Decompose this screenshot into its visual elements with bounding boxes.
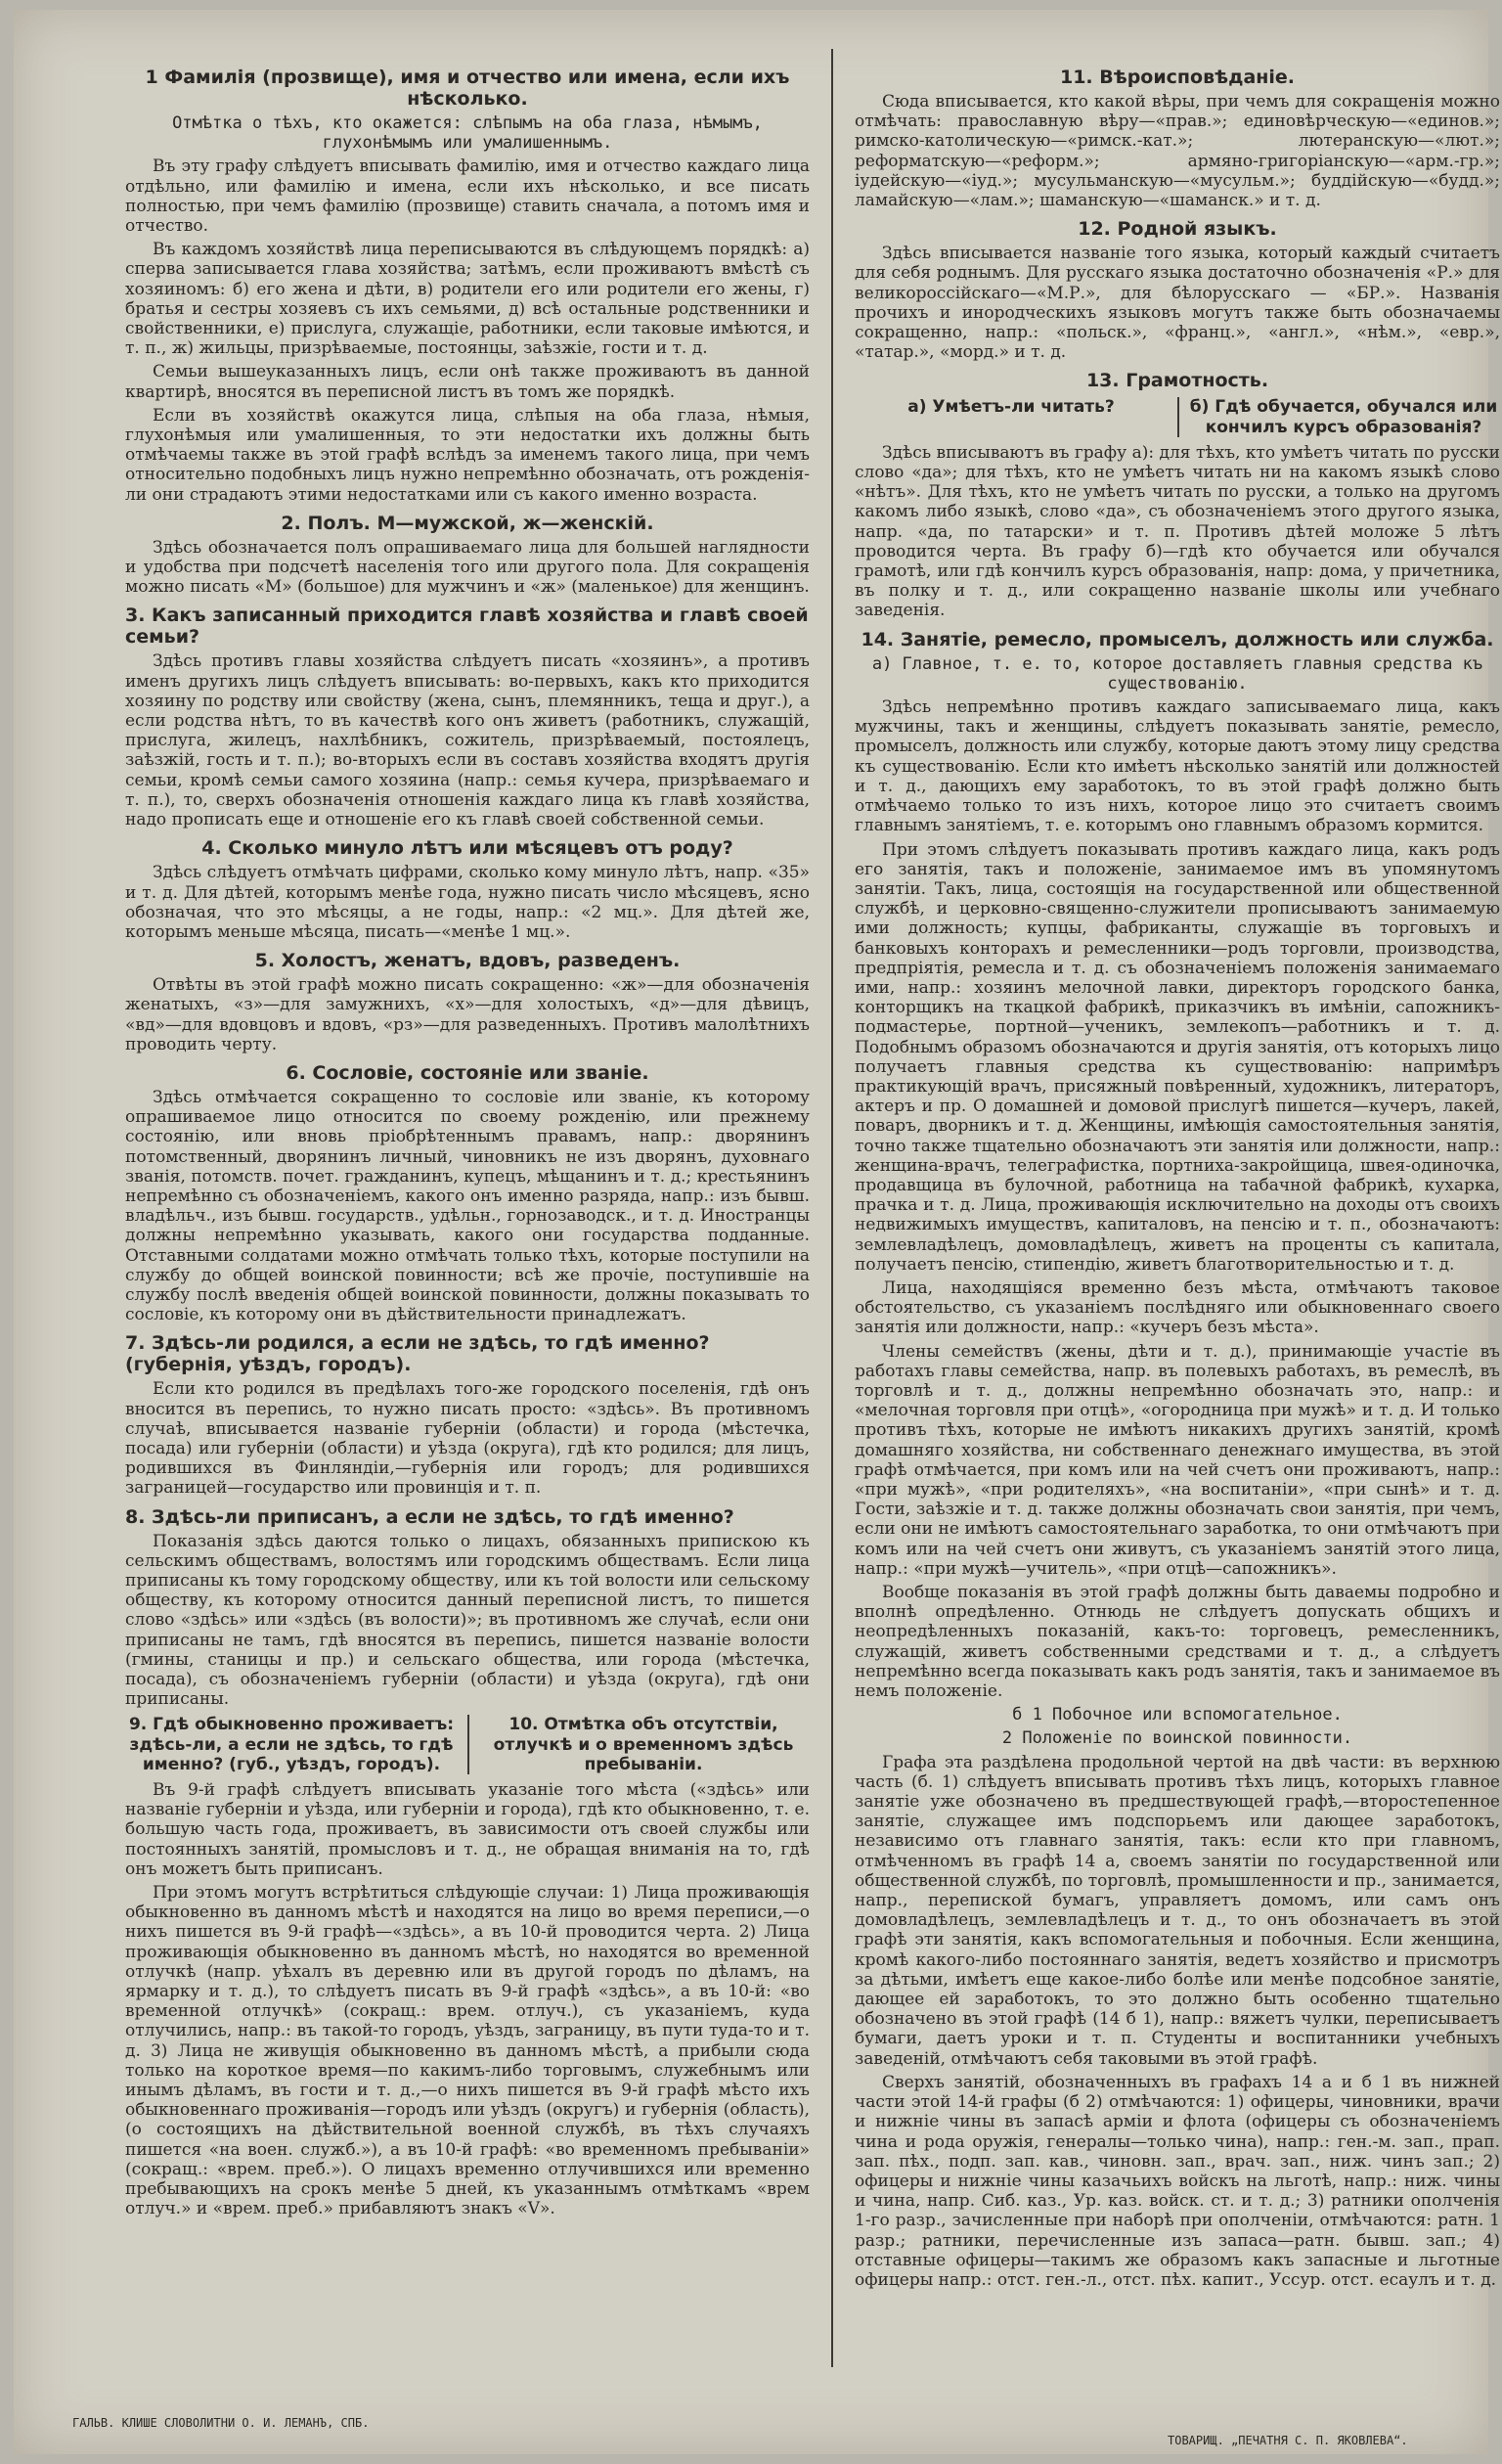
paragraph: Отвѣты въ этой графѣ можно писать сокращенно: «ж»—для обозначенія женатыхъ, «з»—для замужнихъ, «х»—для холостыхъ, «д»—для дѣвицъ, «вд»—для вдовцовъ и вдовъ, «рз»—для разведенныхъ. Противъ малолѣтнихъ проводить черту. bbox=[125, 975, 810, 1054]
paragraph: Сюда вписывается, кто какой вѣры, при чемъ для сокращенія можно отмѣчать: православную вѣру—«прав.»; единовѣрческую—«единов.»; римско-католическую—«римск.-кат.»; лютеранскую—«лют.»; реформатскую—«реформ.»; армяно-григоріанскую—«арм.-гр.»; іудейскую—«іуд.»; мусульманскую—«мусульм.»; буддійскую—«будд.»; ламайскую—«лам.»; шаманскую—«шаманск.» и т. д. bbox=[855, 92, 1500, 211]
printer-credit-left: ГАЛЬВ. КЛИШЕ СЛОВОЛИТНИ О. И. ЛЕМАНЪ, СПБ. bbox=[72, 2416, 370, 2430]
section-10-heading: 10. Отмѣтка объ отсутствіи, отлучкѣ и о временномъ здѣсь пребываніи. bbox=[467, 1715, 810, 1774]
paragraph: Сверхъ занятій, обозначенныхъ въ графахъ 14 а и б 1 въ нижней части этой 14-й графы (б 2) отмѣчаются: 1) офицеры, чиновники, врачи и нижніе чины въ запасѣ арміи и флота (офицеры съ обозначеніемъ чина и рода оружія, генералы—только чина), напр.: ген.-м. зап., прап. зап. пѣх., подп. зап. кав., чиновн. зап., врач. зап., ниж. чинъ зап.; 2) офицеры и нижніе чины казачьихъ войскъ на льготѣ, напр.: ниж. чины и чина, напр. Сиб. каз., Ур. каз. войск. ст. и т. д.; 3) ратники ополченія 1-го разр., зачисленные при наборѣ при ополченіи, отмѣчаются: ратн. 1 разр.; ратники, перечисленные изъ запаса—ратн. бывш. зап.; 4) отставные офицеры—такимъ же образомъ какъ запасные и льготные офицеры напр.: отст. ген.-л., отст. пѣх. капит., Уссур. отст. есаулъ и т. д. bbox=[855, 2072, 1500, 2290]
paragraph: Въ эту графу слѣдуетъ вписывать фамилію, имя и отчество каждаго лица отдѣльно, или фамилію и имена, если ихъ нѣсколько, и все писать полностью, при чемъ фамилію (прозвище) ставить сначала, а потомъ имя и отчество. bbox=[125, 157, 810, 237]
right-column bbox=[855, 59, 1500, 2294]
section-5-heading: 5. Холостъ, женатъ, вдовъ, разведенъ. bbox=[254, 950, 681, 972]
section-13b-heading: б) Гдѣ обучается, обучался или кончилъ курсъ образованія? bbox=[1177, 397, 1500, 436]
section-9-heading: 9. Гдѣ обыкновенно проживаетъ: здѣсь-ли, а если не здѣсь, то гдѣ именно? (губ., уѣздъ, городъ). bbox=[128, 1715, 455, 1774]
section-8-heading: 8. Здѣсь-ли приписанъ, а если не здѣсь, то гдѣ именно? bbox=[125, 1505, 734, 1528]
paragraph: При этомъ могутъ встрѣтиться слѣдующіе случаи: 1) Лица проживающія обыкновенно въ данномъ мѣстѣ и находятся на лицо во время переписи,—о нихъ пишется въ 9-й графѣ—«здѣсь», а въ 10-й проводится черта. 2) Лица проживающія обыкновенно въ данномъ мѣстѣ, но находятся во временной отлучкѣ (напр. уѣхалъ въ деревню или въ другой городъ по дѣламъ, на ярмарку и т. д.), то слѣдуетъ писать въ 9-й графѣ «здѣсь», а въ 10-й: «во временной отлучкѣ» (сокращ.: врем. отлуч.), съ указаніемъ, куда отлучились, напр.: въ такой-то городъ, уѣздъ, заграницу, въ пути туда-то и т. д. 3) Лица не живущія обыкновенно въ данномъ мѣстѣ, а прибыли сюда только на короткое время—по какимъ-либо торговымъ, служебнымъ или инымъ дѣламъ, въ гости и т. д.,—о нихъ пишется въ 9-й графѣ мѣсто ихъ обыкновеннаго проживанія—городъ или уѣздъ (округъ) и губернія (область), (о состоящихъ на дѣйствительной военной службѣ, въ тѣхъ случаяхъ пишется «на воен. служб.»), а въ 10-й графѣ: «во временномъ пребываніи» (сокращ.: «врем. преб.»). О лицахъ временно отлучившихся или временно пребывающихъ на срокъ менѣе 5 дней, къ указаннымъ отмѣткамъ «врем отлуч.» и «врем. преб.» прибавляютъ знакъ «V». bbox=[125, 1883, 810, 2219]
section-13a-heading: а) Умѣетъ-ли читать? bbox=[907, 397, 1115, 418]
paragraph: Здѣсь противъ главы хозяйства слѣдуетъ писать «хозяинъ», а противъ именъ другихъ лицъ слѣдуетъ вписывать: во-первыхъ, какъ кто приходится хозяину по родству или свойству (жена, сынъ, племянникъ, теща и друг.), а если родства нѣтъ, то въ качествѣ кого онъ живетъ (работникъ, служащій, прислуга, жилецъ, нахлѣбникъ, сожитель, призрѣваемый, постоялецъ, заѣзжій, гость и т. п.); во-вторыхъ если въ составъ хозяйства входятъ другія семьи, кромѣ семьи самого хозяина (напр.: семья кучера, призрѣваемаго и т. п.), то, сверхъ обозначенія отношенія каждаго лица къ главѣ хозяйства, надо прописать еще и отношеніе его къ главѣ своей собственной семьи. bbox=[125, 651, 810, 830]
paragraph: Здѣсь вписываютъ въ графу а): для тѣхъ, кто умѣетъ читать по русски слово «да»; для тѣхъ, кто не умѣетъ читать ни на какомъ языкѣ слово «нѣтъ». Для тѣхъ, кто не умѣетъ читать по русски, а только на другомъ какомъ либо языкѣ, слово «да», съ обозначеніемъ этого другого языка, напр. «да, по татарски» и т. п. Противъ дѣтей моложе 5 лѣтъ проводится черта. Въ графу б)—гдѣ кто обучается или обучался грамотѣ, или гдѣ кончилъ курсъ образованія, напр: дома, у причетника, въ полку и т. д., или сокращенно названіе школы или учебнаго заведенія. bbox=[855, 442, 1500, 621]
section-7-heading: 7. Здѣсь-ли родился, а если не здѣсь, то гдѣ именно? (губернія, уѣздъ, городъ). bbox=[125, 1332, 710, 1376]
paragraph: Въ 9-й графѣ слѣдуетъ вписывать указаніе того мѣста («здѣсь» или названіе губерніи и уѣзда, или губерніи и города), гдѣ кто обыкновенно, т. е. большую часть года, проживаетъ, въ зависимости отъ своей службы или постоянныхъ занятій, промысловъ и т. д., не обращая вниманія на то, гдѣ онъ можетъ быть приписанъ. bbox=[125, 1780, 810, 1879]
section-11-heading: 11. Вѣроисповѣданіе. bbox=[1059, 67, 1296, 88]
printer-credit-right: ТОВАРИЩ. „ПЕЧАТНЯ С. П. ЯКОВЛЕВА“. bbox=[1168, 2434, 1408, 2447]
left-column bbox=[125, 59, 810, 2222]
section-12-heading: 12. Родной языкъ. bbox=[1078, 218, 1277, 241]
paragraph: Если кто родился въ предѣлахъ того-же городского поселенія, гдѣ онъ вносится въ перепись, то нужно писать просто: «здѣсь». Въ противномъ случаѣ, вписывается названіе губерніи (области) и города (мѣстечка, посада) или губерніи (области) и уѣзда (округа), гдѣ кто родился; для лицъ, родившихся въ Финляндіи,—губернія или городъ; для родившихся заграницей—государство или провинція и т. п. bbox=[125, 1379, 810, 1499]
section-13-heading: 13. Грамотность. bbox=[1085, 370, 1269, 392]
column-divider bbox=[831, 49, 833, 2367]
paragraph: Графа эта раздѣлена продольной чертой на двѣ части: въ верхнюю часть (б. 1) слѣдуетъ вписывать противъ тѣхъ лицъ, которыхъ главное занятіе уже обозначено въ предшествующей графѣ,—второстепенное занятіе, служащее имъ подспорьемъ или дающее заработокъ, независимо отъ главнаго занятія, такъ: если кто при главномъ, отмѣченномъ въ графѣ 14 а, своемъ занятіи по государственной или общественной службѣ, по торговлѣ, промышленности и пр., занимается, напр., перепиской бумагъ, управляетъ домомъ, или самъ онъ домовладѣлецъ, землевладѣлецъ и т. д., то онъ обозначаетъ въ этой графѣ эти занятія, какъ вспомогательныя и побочныя. Если женщина, кромѣ какого-либо постояннаго занятія, ведетъ хозяйство и присмотръ за дѣтьми, имѣетъ еще какое-либо болѣе или менѣе подсобное занятіе, дающее ей заработокъ, то это должно быть особенно тщательно обозначено въ этой графѣ (14 б 1), напр.: вяжетъ чулки, переписываетъ бумаги, даетъ уроки и т. п. Студенты и воспитанники учебныхъ заведеній, отмѣчаютъ себя таковыми въ этой графѣ. bbox=[855, 1752, 1500, 2069]
section-14-heading: 14. Занятіе, ремесло, промыселъ, должность или служба. bbox=[861, 628, 1494, 650]
section-2-heading: 2. Полъ. М—мужской, ж—женскій. bbox=[281, 512, 654, 534]
paragraph: Лица, находящіяся временно безъ мѣста, отмѣчаютъ таковое обстоятельство, съ указаніемъ послѣдняго или обыкновеннаго своего занятія или должности, напр.: «кучеръ безъ мѣста». bbox=[855, 1277, 1500, 1338]
paragraph: Въ каждомъ хозяйствѣ лица переписываются въ слѣдующемъ порядкѣ: а) сперва записывается глава хозяйства; затѣмъ, если проживаютъ вмѣстѣ съ хозяиномъ: б) его жена и дѣти, в) родители его или родители его жены, г) братья и сестры хозяевъ съ ихъ семьями, д) всѣ остальные родственники и свойственники, е) прислуга, служащіе, работники, если таковые имѣются, и т. п., ж) жильцы, призрѣваемые, постоянцы, заѣзжіе, гости и т. д. bbox=[125, 240, 810, 359]
paragraph: Вообще показанія въ этой графѣ должны быть даваемы подробно и вполнѣ опредѣленно. Отнюдь не слѣдуетъ допускать общихъ и неопредѣленныхъ показаній, какъ-то: торговецъ, ремесленникъ, служащій, живетъ собственными средствами и т. д., а слѣдуетъ непремѣнно всегда показывать какъ родъ занятія, такъ и занимаемое въ немъ положеніе. bbox=[855, 1583, 1500, 1702]
section-14a-heading: а) Главное, т. е. то, которое доставляетъ главныя средства къ существованію. bbox=[871, 653, 1483, 694]
paragraph: Здѣсь отмѣчается сокращенно то сословіе или званіе, къ которому опрашиваемое лицо относится по своему рожденію, или прежнему состоянію, или вновь пріобрѣтеннымъ правамъ, напр.: дворянинъ потомственный, дворянинъ личный, чиновникъ не изъ дворянъ, духовнаго званія, потомств. почет. гражданинъ, купецъ, мѣщанинъ и т. д.; крестьянинъ непремѣнно съ обозначеніемъ, какого онъ именно разряда, напр.: изъ бывш. владѣльч., изъ бывш. государств., удѣльн., горнозаводск., и т. д. Иностранцы должны непремѣнно указывать, какого они государства подданные. Отставными солдатами можно отмѣчать только тѣхъ, которые поступили на службу до общей воинской повинности; всѣ же прочіе, поступившіе на службу послѣ введенія общей воинской повинности, должны показывать то сословіе, къ которому они въ дѣйствительности принадлежатъ. bbox=[125, 1087, 810, 1325]
census-form-sheet bbox=[14, 10, 1500, 2454]
section-6-heading: 6. Сословіе, состояніе или званіе. bbox=[286, 1061, 649, 1084]
section-3-heading: 3. Какъ записанный приходится главѣ хозяйства и главѣ своей семьи? bbox=[125, 605, 809, 649]
paragraph: Члены семействъ (жены, дѣти и т. д.), принимающіе участіе въ работахъ главы семейства, напр. въ полевыхъ работахъ, въ ремеслѣ, въ торговлѣ и т. д., должны непремѣнно обозначать это, напр.: и «мелочная торговля при отцѣ», «огородница при мужѣ» и т. д. И только противъ тѣхъ, которые не имѣютъ никакихъ другихъ занятій, кромѣ домашняго хозяйства, ни собственнаго денежнаго имущества, въ этой графѣ отмѣчается, при комъ или на чей счетъ они проживаютъ, напр.: «при мужѣ», «при родителяхъ», «на воспитаніи», «при сынѣ» и т. д. Гости, заѣзжіе и т. д. также должны обозначать свои занятія, при чемъ, если они не имѣютъ самостоятельнаго заработка, то они отмѣчаютъ при комъ или на чей счетъ они живутъ, съ указаніемъ занятій этого лица, напр.: «при мужѣ—учитель», «при отцѣ—сапожникъ». bbox=[855, 1341, 1500, 1579]
section-14b2-heading: 2 Положеніе по воинской повинности. bbox=[1001, 1728, 1353, 1749]
paragraph: Показанія здѣсь даются только о лицахъ, обязанныхъ припискою къ сельскимъ обществамъ, волостямъ или городскимъ обществамъ. Если лица приписаны къ тому городскому обществу, или къ той волости или сельскому обществу, къ которому относится данный переписной листъ, то пишется слово «здѣсь» или «здѣсь (въ волости)»; въ противномъ же случаѣ, если они приписаны не тамъ, гдѣ вносятся въ перепись, пишется названіе волости (гмины, станицы и пр.) и сельскаго общества, или города (мѣстечка, посада), съ обозначеніемъ губерніи (области) и уѣзда (округа), гдѣ они приписаны. bbox=[125, 1531, 810, 1710]
paragraph: Здѣсь вписывается названіе того языка, который каждый считаетъ для себя роднымъ. Для русскаго языка достаточно обозначенія «Р.» для великороссійскаго—«М.Р.», для бѣлорусскаго — «БР.». Названія прочихъ и инородческихъ языковъ могутъ также быть обозначаемы сокращенно, напр.: «польск.», «франц.», «англ.», «нѣм.», «евр.», «татар.», «морд.» и т. д. bbox=[855, 244, 1500, 363]
section-14b1-heading: б 1 Побочное или вспомогательное. bbox=[1012, 1705, 1343, 1725]
paragraph: Здѣсь непремѣнно противъ каждаго записываемаго лица, какъ мужчины, такъ и женщины, слѣдуетъ показывать занятіе, ремесло, промыселъ, должность или службу, которые даютъ этому лицу средства къ существованію. Если кто имѣетъ нѣсколько занятій или должностей и т. д., дающихъ ему заработокъ, то въ этой графѣ должно быть отмѣчаемо только то изъ нихъ, которое лицо это считаетъ своимъ главнымъ занятіемъ, т. е. которымъ оно главнымъ образомъ кормится. bbox=[855, 697, 1500, 836]
paragraph: Семьи вышеуказанныхъ лицъ, если онѣ также проживаютъ въ данной квартирѣ, вносятся въ переписной листъ въ томъ же порядкѣ. bbox=[125, 362, 810, 402]
paragraph: Если въ хозяйствѣ окажутся лица, слѣпыя на оба глаза, нѣмыя, глухонѣмыя или умалишенныя, то эти недостатки ихъ должны быть отмѣчаемы также въ этой графѣ вслѣдъ за именемъ такого лица, при чемъ относительно подобныхъ лицъ нужно непремѣнно обозначать, отъ рожденія-ли они страдаютъ этими недостатками или съ какого именно возраста. bbox=[125, 405, 810, 505]
section-4-heading: 4. Сколько минуло лѣтъ или мѣсяцевъ отъ роду? bbox=[201, 837, 733, 860]
paragraph: Здѣсь обозначается полъ опрашиваемаго лица для большей наглядности и удобства при подсчетѣ населенія того или другого пола. Для сокращенія можно писать «М» (большое) для мужчинъ и «ж» (маленькое) для женщинъ. bbox=[125, 537, 810, 598]
section-13-subheadings bbox=[855, 397, 1500, 436]
section-1-heading: 1 Фамилія (прозвище), имя и отчество или имена, если ихъ нѣсколько. bbox=[145, 67, 790, 110]
section-1-subheading: Отмѣтка о тѣхъ, кто окажется: слѣпымъ на оба глаза, нѣмымъ, глухонѣмымъ или умалишеннымъ. bbox=[172, 113, 763, 154]
paragraph: Здѣсь слѣдуетъ отмѣчать цифрами, сколько кому минуло лѣтъ, напр. «35» и т. д. Для дѣтей, которымъ менѣе года, нужно писать число мѣсяцевъ, ясно обозначая, что это мѣсяцы, а не годы, напр.: «2 мц.». Для дѣтей же, которымъ меньше мѣсяца, писать—«менѣе 1 мц.». bbox=[125, 863, 810, 942]
paragraph: При этомъ слѣдуетъ показывать противъ каждаго лица, какъ родъ его занятія, такъ и положеніе, занимаемое имъ въ упомянутомъ занятіи. Такъ, лица, состоящія на государственной или общественной службѣ, и церковно-священно-служители прописываютъ занимаемую ими должность; купцы, фабриканты, служащіе въ торговыхъ и банковыхъ конторахъ и ремесленники—родъ торговли, производства, предпріятія, ремесла и т. д. съ обозначеніемъ положенія занимаемаго ими, напр.: хозяинъ мелочной лавки, директоръ городского банка, конторщикъ на ткацкой фабрикѣ, приказчикъ въ имѣніи, сапожникъ-подмастерье, портной—ученикъ, землекопъ—работникъ и т. д. Подобнымъ образомъ обозначаются и другія занятія, отъ которыхъ лицо получаетъ главныя средства къ существованію: напримѣръ практикующій врачъ, присяжный повѣренный, художникъ, литераторъ, актеръ и пр. О домашней и домовой прислугѣ пишется—кучеръ, лакей, поваръ, дворникъ и т. д. Женщины, имѣющія самостоятельныя занятія, точно также тщательно обозначаютъ эти занятія или должности, напр.: женщина-врачъ, телеграфистка, портниха-закройщица, швея-одиночка, продавщица въ булочной, работница на табачной фабрикѣ, кухарка, прачка и т. д. Лица, проживающія исключительно на доходы отъ своихъ недвижимыхъ имуществъ, капиталовъ, на пенсію и т. п., обозначаютъ: землевладѣлецъ, домовладѣлецъ, живетъ на проценты съ капитала, получаетъ пенсію, стипендію, живетъ благотворительностью и т. д. bbox=[855, 839, 1500, 1275]
section-9-10-heading bbox=[125, 1715, 810, 1774]
